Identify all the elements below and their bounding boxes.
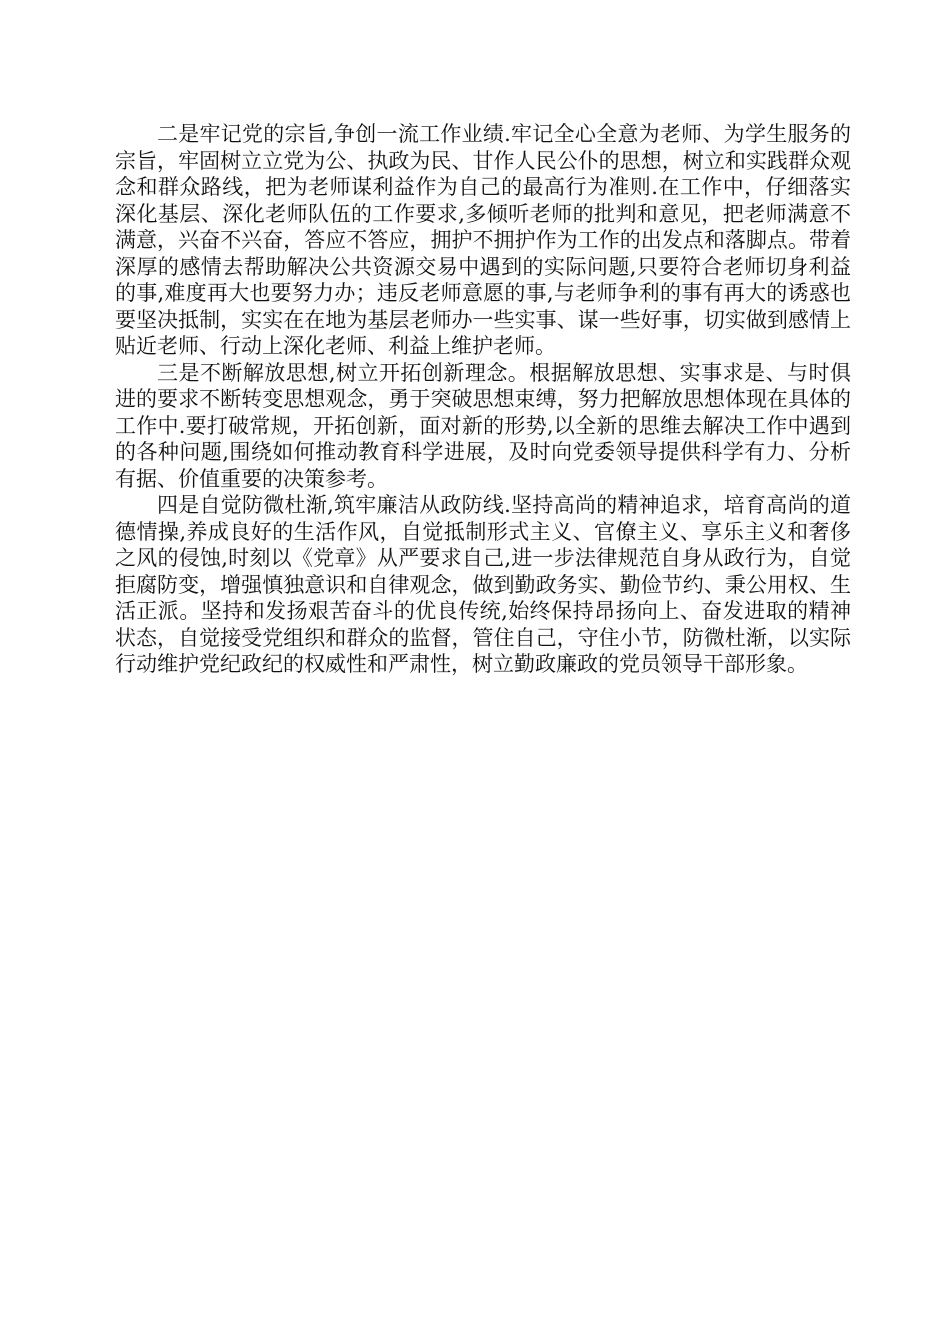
document-body — [115, 121, 851, 678]
paragraph-4: 四是自觉防微杜渐,筑牢廉洁从政防线.坚持高尚的精神追求，培育高尚的道德情操,养成良好的生活作风，自觉抵制形式主义、官僚主义、享乐主义和奢侈之风的侵蚀,时刻以《党章》从严要求自己,进一步法律规范自身从政行为，自觉拒腐防变，增强慎独意识和自律观念，做到勤政务实、勤俭节约、秉公用权、生活正派。坚持和发扬艰苦奋斗的优良传统,始终保持昂扬向上、奋发进取的精神状态，自觉接受党组织和群众的监督，管住自己，守住小节，防微杜渐，以实际行动维护党纪政纪的权威性和严肃性，树立勤政廉政的党员领导干部形象。 — [115, 493, 851, 676]
paragraph-2: 二是牢记党的宗旨,争创一流工作业绩.牢记全心全意为老师、为学生服务的宗旨，牢固树立立党为公、执政为民、甘作人民公仆的思想，树立和实践群众观念和群众路线，把为老师谋利益作为自己的最高行为准则.在工作中，仔细落实深化基层、深化老师队伍的工作要求,多倾听老师的批判和意见，把老师满意不满意，兴奋不兴奋，答应不答应，拥护不拥护作为工作的出发点和落脚点。带着深厚的感情去帮助解决公共资源交易中遇到的实际问题,只要符合老师切身利益的事,难度再大也要努力办；违反老师意愿的事,与老师争利的事有再大的诱惑也要坚决抵制，实实在在地为基层老师办一些实事、谋一些好事，切实做到感情上贴近老师、行动上深化老师、利益上维护老师。 — [115, 122, 851, 358]
paragraph-3: 三是不断解放思想,树立开拓创新理念。根据解放思想、实事求是、与时俱进的要求不断转变思想观念，勇于突破思想束缚，努力把解放思想体现在具体的工作中.要打破常规，开拓创新，面对新的形势,以全新的思维去解决工作中遇到的各种问题,围绕如何推动教育科学进展，及时向党委领导提供科学有力、分析有据、价值重要的决策参考。 — [115, 360, 851, 491]
